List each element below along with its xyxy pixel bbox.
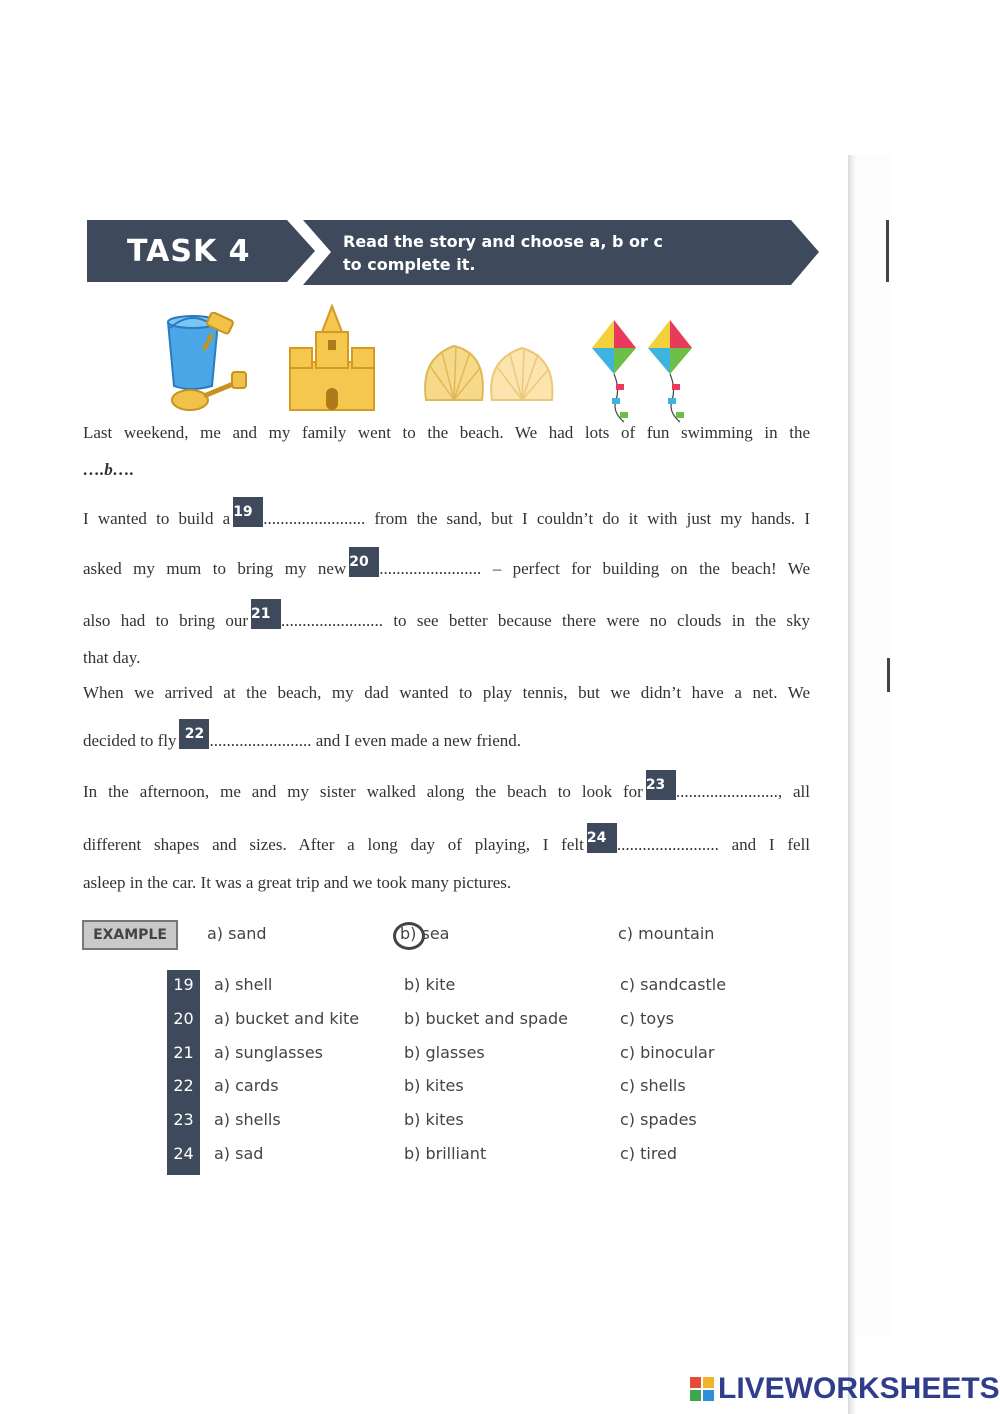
kites-picture [590, 318, 702, 426]
example-answer-circle [393, 922, 425, 950]
gap-number-23: 23 [646, 770, 676, 800]
option-22-b[interactable]: b) kites [404, 1076, 464, 1095]
next-page-mark [887, 658, 890, 692]
gap-number-21: 21 [251, 599, 281, 629]
story-line-10: asleep in the car. It was a great trip and we took many pictures. [83, 873, 512, 892]
option-21-c[interactable]: c) binocular [620, 1043, 715, 1062]
gap-number-24: 24 [587, 823, 617, 853]
example-tag: EXAMPLE [82, 920, 178, 950]
option-23-c[interactable]: c) spades [620, 1110, 697, 1129]
story-line-1: Last weekend, me and my family went to the beach. We had lots of fun swimming in the [83, 423, 810, 442]
next-page-strip [856, 155, 892, 1335]
story-line-6: When we arrived at the beach, my dad wanted to play tennis, but we didn’t have a net. We [83, 683, 810, 702]
option-19-a[interactable]: a) shell [214, 975, 273, 994]
story-line-4: also had to bring our 21 ........................ to see better because there were no clouds in the sky [83, 599, 810, 631]
gap-19-blank[interactable]: ........................ [263, 509, 366, 528]
story-line-3: asked my mum to bring my new 20 ........................ – perfect for building on the beach! We [83, 547, 810, 579]
gap-22-blank[interactable]: ........................ [209, 731, 312, 750]
gap-24-blank[interactable]: ........................ [616, 835, 719, 854]
gap-23-blank[interactable]: ........................ [675, 782, 778, 801]
story-line-8: In the afternoon, me and my sister walked along the beach to look for 23 ........................, all [83, 770, 810, 802]
option-19-c[interactable]: c) sandcastle [620, 975, 727, 994]
option-22-a[interactable]: a) cards [214, 1076, 279, 1095]
gap-number-19: 19 [233, 497, 263, 527]
liveworksheets-logo [690, 1372, 1000, 1406]
story-line-7: decided to fly 22 ........................ and I even made a new friend. [83, 719, 810, 751]
page-edge [848, 155, 856, 1414]
question-number: 21 [173, 1043, 194, 1062]
sandcastle-picture [286, 304, 378, 412]
question-number: 24 [173, 1144, 194, 1163]
question-number: 22 [173, 1076, 194, 1095]
next-page-mark [886, 220, 889, 282]
task-title: TASK 4 [127, 234, 251, 269]
gap-number-20: 20 [349, 547, 379, 577]
option-24-c[interactable]: c) tired [620, 1144, 678, 1163]
gap-20-blank[interactable]: ........................ [379, 559, 482, 578]
logo-text: LIVEWORKSHEETS [718, 1372, 1000, 1405]
option-20-b[interactable]: b) bucket and spade [404, 1009, 568, 1028]
gap-number-22: 22 [179, 719, 209, 749]
option-21-a[interactable]: a) sunglasses [214, 1043, 324, 1062]
task-instruction: Read the story and choose a, b or c to complete it. [343, 232, 663, 274]
option-20-c[interactable]: c) toys [620, 1009, 674, 1028]
example-option-c: c) mountain [618, 924, 715, 943]
story-line-9: different shapes and sizes. After a long day of playing, I felt 24 ........................ and I fell [83, 823, 810, 855]
option-22-c[interactable]: c) shells [620, 1076, 686, 1095]
option-20-a[interactable]: a) bucket and kite [214, 1009, 360, 1028]
shells-picture [420, 340, 558, 408]
question-number: 20 [173, 1009, 194, 1028]
liveworksheets-logo-icon [690, 1377, 714, 1401]
option-23-b[interactable]: b) kites [404, 1110, 464, 1129]
story-example-gap: ….b…. [83, 460, 134, 479]
question-number: 23 [173, 1110, 194, 1129]
gap-21-blank[interactable]: ........................ [281, 611, 383, 630]
option-21-b[interactable]: b) glasses [404, 1043, 485, 1062]
story-line-2: I wanted to build a 19 ........................ from the sand, but I couldn’t do it with just my hands. I [83, 497, 810, 529]
example-option-b: b) sea [400, 924, 450, 943]
option-24-b[interactable]: b) brilliant [404, 1144, 487, 1163]
bucket-and-spade-picture [160, 312, 250, 414]
story-line-5: that day. [83, 648, 141, 667]
question-number: 19 [173, 975, 194, 994]
option-23-a[interactable]: a) shells [214, 1110, 281, 1129]
option-19-b[interactable]: b) kite [404, 975, 456, 994]
option-24-a[interactable]: a) sad [214, 1144, 264, 1163]
example-option-a: a) sand [207, 924, 267, 943]
